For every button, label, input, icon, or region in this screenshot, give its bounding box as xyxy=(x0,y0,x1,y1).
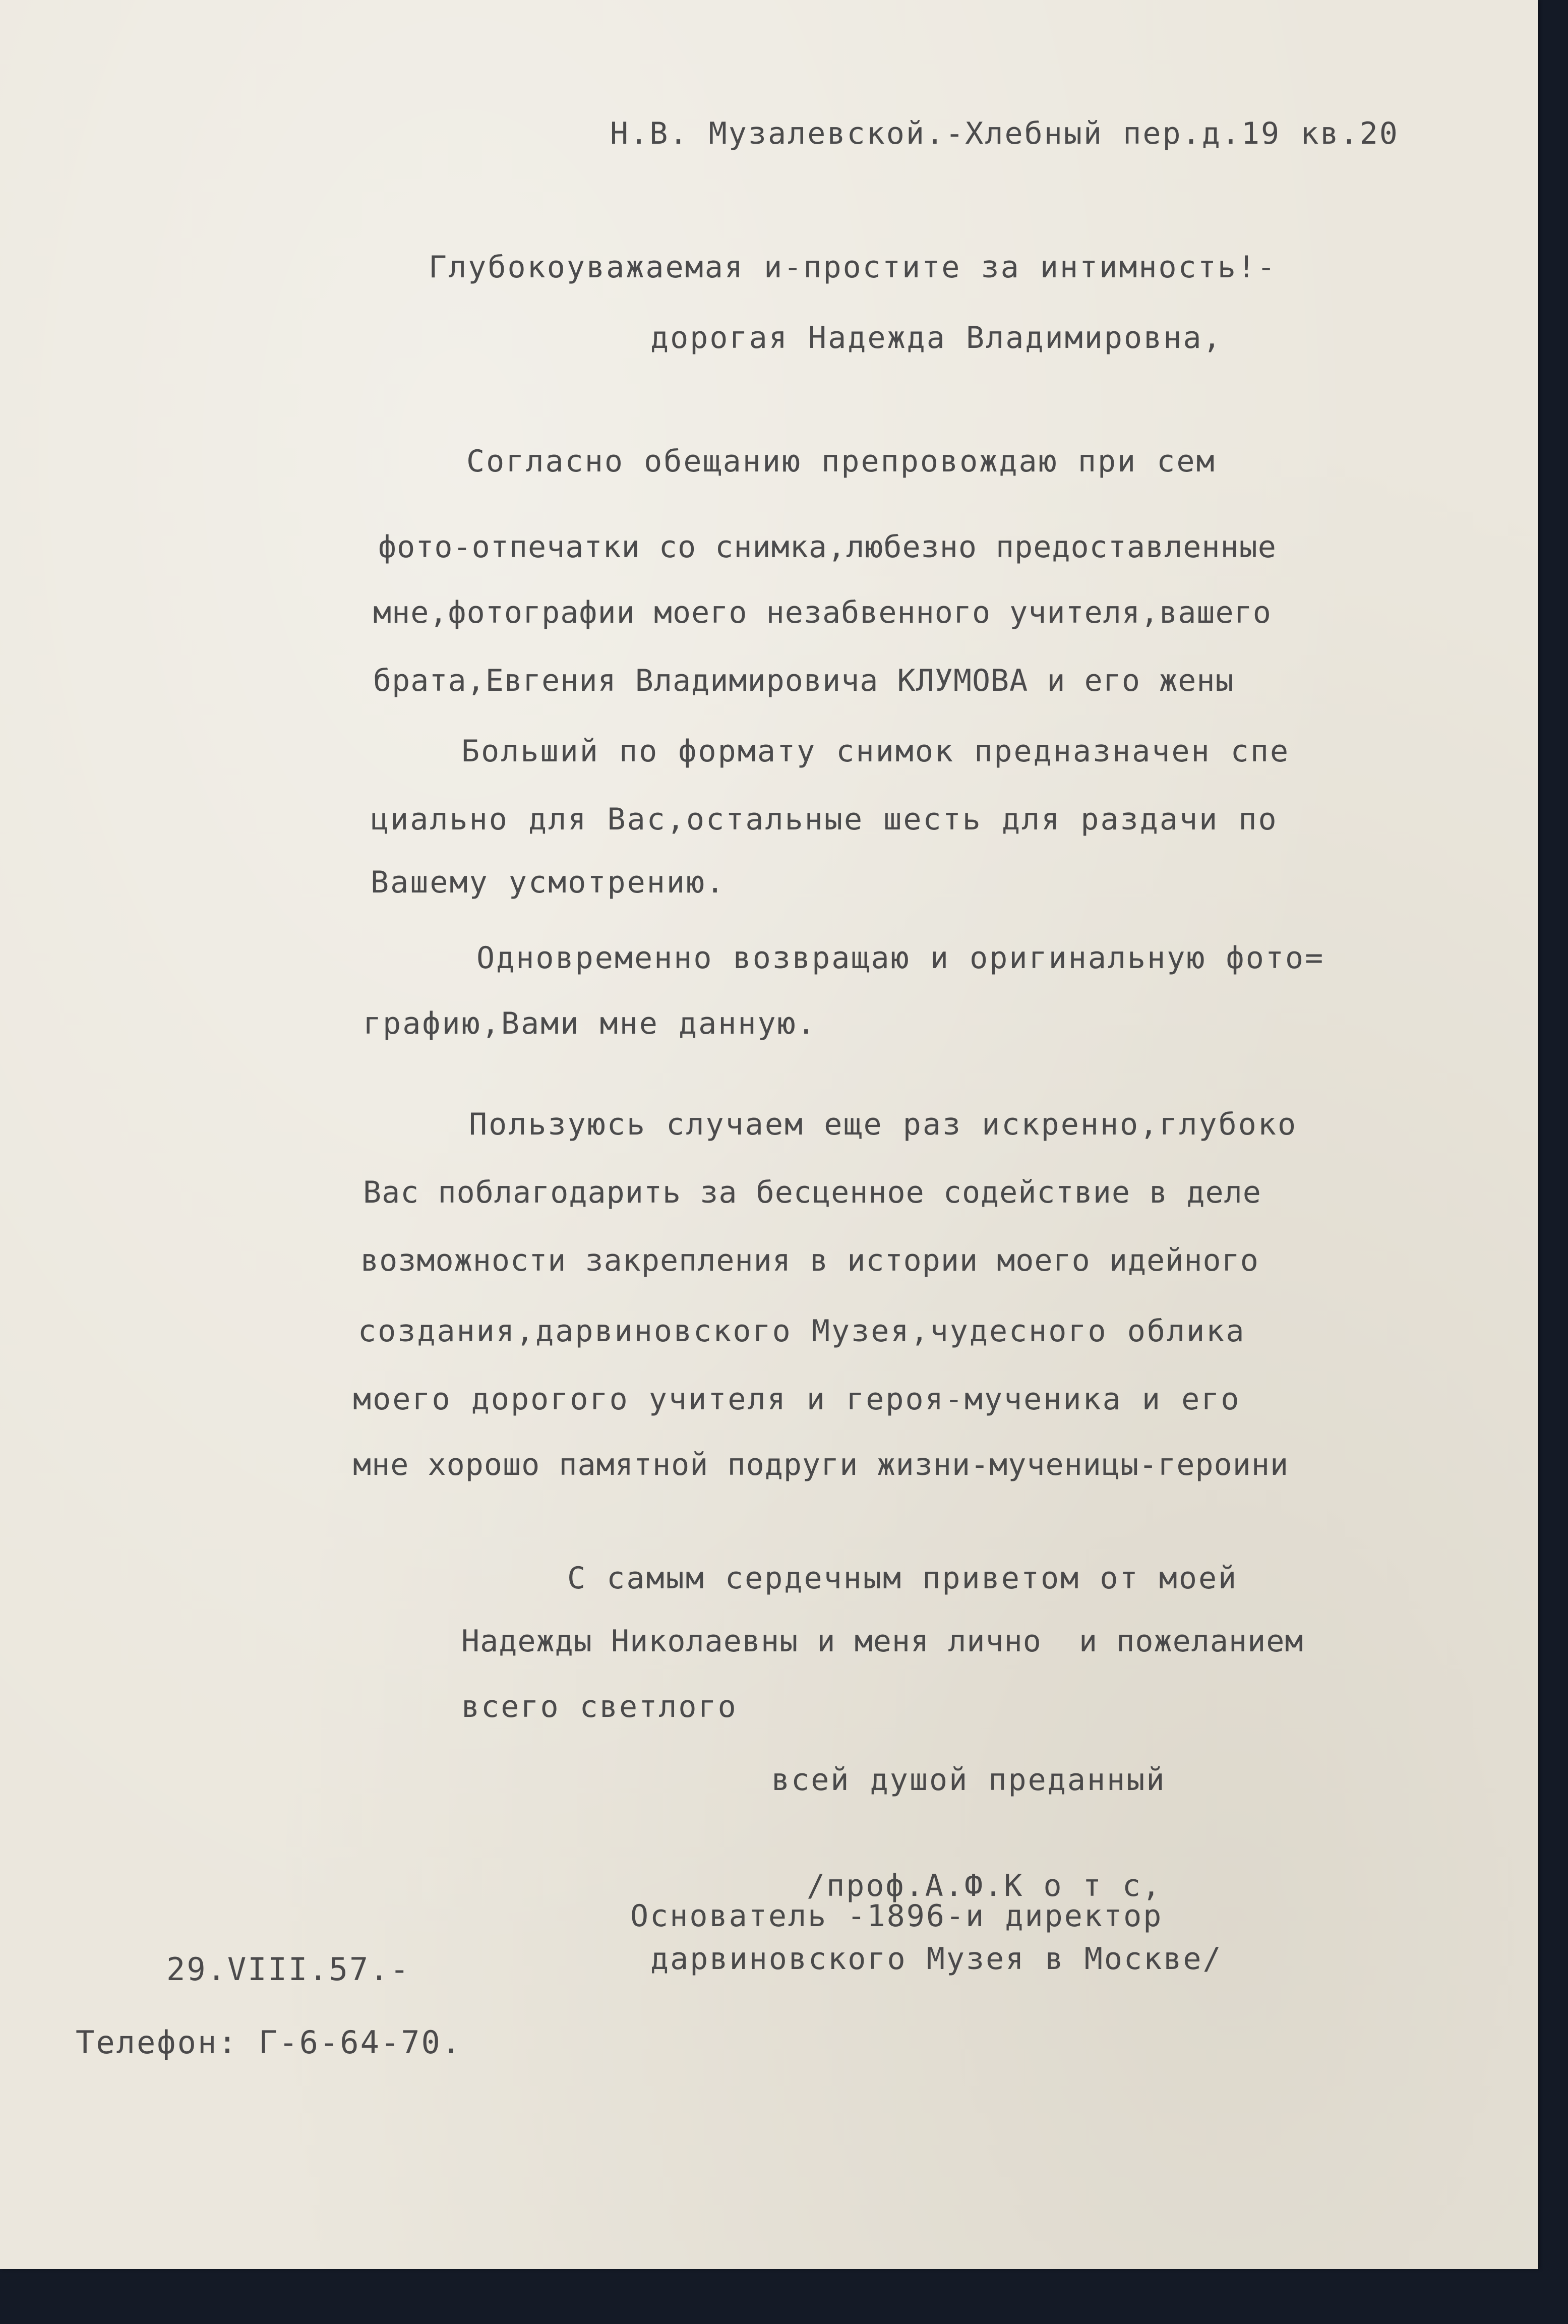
valediction: всей душой преданный xyxy=(771,1762,1166,1798)
paragraph-1-line-4: брата,Евгения Владимировича КЛУМОВА и его жены xyxy=(373,663,1234,698)
paragraph-1-line-3: мне,фотографии моего незабвенного учителя,вашего xyxy=(373,595,1272,630)
signature-line-3: дарвиновского Музея в Москве/ xyxy=(650,1941,1223,1977)
paragraph-3-line-2: графию,Вами мне данную. xyxy=(363,1006,817,1041)
salutation-line-2: дорогая Надежда Владимировна, xyxy=(650,320,1223,355)
paragraph-2-line-3: Вашему усмотрению. xyxy=(371,865,726,900)
phone-number: Телефон: Г-6-64-70. xyxy=(76,2024,462,2061)
paragraph-1-line-1: Согласно обещанию препровождаю при сем xyxy=(466,444,1216,479)
paragraph-4-line-3: возможности закрепления в истории моего идейного xyxy=(360,1243,1259,1278)
paragraph-4-line-6: мне хорошо памятной подруги жизни-мученицы-героини xyxy=(353,1447,1289,1482)
letter-date: 29.VIII.57.- xyxy=(166,1951,410,1988)
paragraph-2-line-1: Больший по формату снимок предназначен спе xyxy=(461,734,1290,769)
paragraph-3-line-1: Одновременно возвращаю и оригинальную фото= xyxy=(476,940,1325,976)
paragraph-4-line-1: Пользуюсь случаем еще раз искренно,глубоко xyxy=(469,1107,1298,1142)
salutation-line-1: Глубокоуважаемая и-простите за интимность!- xyxy=(429,250,1277,285)
paragraph-4-line-4: создания,дарвиновского Музея,чудесного облика xyxy=(358,1314,1246,1349)
paragraph-4-line-2: Вас поблагодарить за бесценное содействие в деле xyxy=(363,1175,1261,1210)
signature-line-2: Основатель -1896-и директор xyxy=(630,1898,1163,1934)
paragraph-1-line-2: фото-отпечатки со снимка,любезно предоставленные xyxy=(378,529,1277,565)
signature-line-1: /проф.А.Ф.К о т с, xyxy=(807,1868,1162,1903)
closing-line-3: всего светлого xyxy=(461,1689,738,1724)
closing-line-2: Надежды Николаевны и меня лично и пожеланием xyxy=(461,1624,1304,1659)
closing-line-1: С самым сердечным приветом от моей xyxy=(567,1561,1238,1596)
paragraph-2-line-2: циально для Вас,остальные шесть для раздачи по xyxy=(371,802,1278,837)
recipient-address: Н.В. Музалевской.-Хлебный пер.д.19 кв.20 xyxy=(610,116,1399,151)
paragraph-4-line-5: моего дорогого учителя и героя-мученика и его xyxy=(353,1382,1241,1417)
